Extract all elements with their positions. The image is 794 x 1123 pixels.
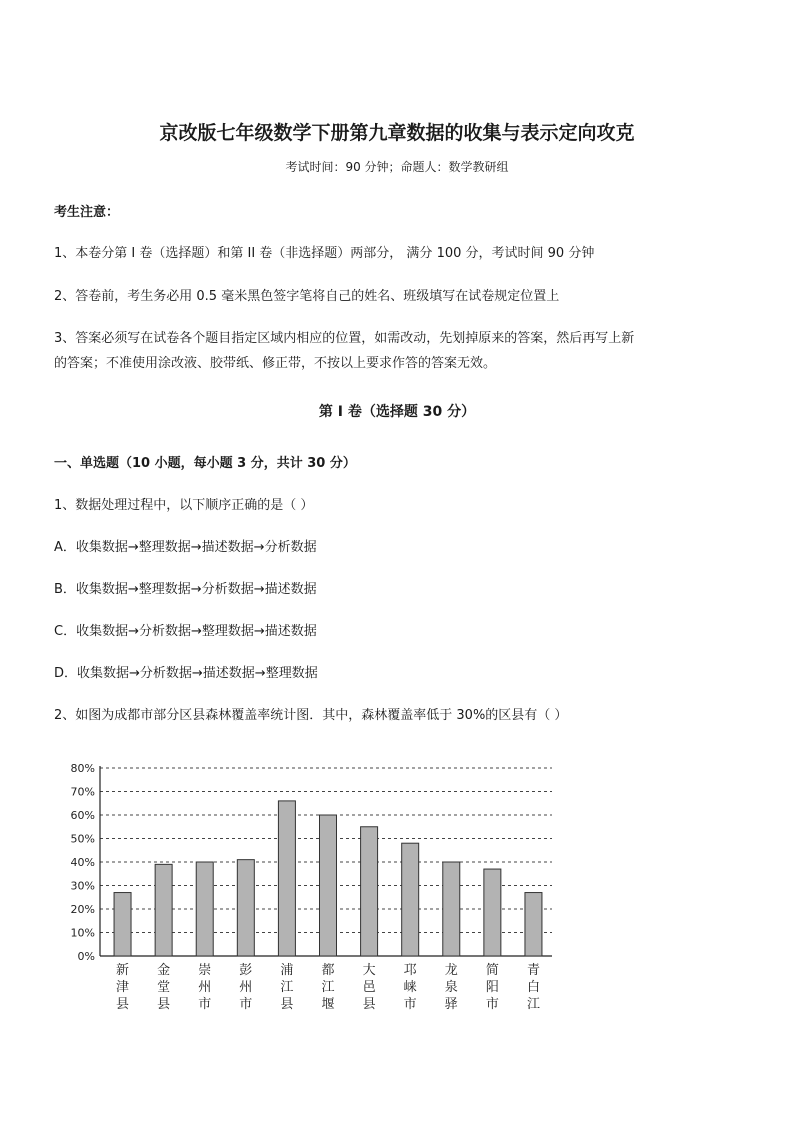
- x-tick-label: 邛: [403, 963, 417, 978]
- x-tick-label: 阳: [485, 980, 499, 995]
- notice-item-1: 1、本卷分第 I 卷（选择题）和第 II 卷（非选择题）两部分， 满分 100 分，考试时间 90 分钟: [54, 246, 595, 261]
- x-tick-label: 驿: [444, 997, 458, 1012]
- bar: [484, 869, 501, 956]
- x-tick-label: 县: [280, 997, 294, 1012]
- bar: [361, 827, 378, 956]
- section-title: 第 I 卷（选择题 30 分）: [318, 404, 476, 420]
- y-tick-label: 80%: [70, 762, 95, 775]
- x-tick-label: 州: [198, 980, 212, 995]
- x-tick-label: 泉: [444, 980, 458, 995]
- bar: [237, 860, 254, 956]
- x-tick-label: 州: [239, 980, 253, 995]
- question-1-stem: 1、数据处理过程中，以下顺序正确的是（ ）: [54, 498, 314, 513]
- x-tick-label: 县: [362, 997, 376, 1012]
- bar: [196, 862, 213, 956]
- x-tick-label: 市: [198, 997, 212, 1012]
- x-tick-label: 崃: [403, 980, 417, 995]
- bar: [320, 815, 337, 956]
- x-tick-label: 市: [239, 997, 253, 1012]
- x-tick-label: 县: [116, 997, 130, 1012]
- question-1-option-b: B．收集数据→整理数据→分析数据→描述数据: [54, 582, 317, 597]
- bar: [114, 893, 131, 956]
- y-tick-label: 40%: [70, 856, 95, 869]
- question-2-stem: 2、如图为成都市部分区县森林覆盖率统计图．其中，森林覆盖率低于 30%的区县有（ ）: [54, 708, 568, 723]
- x-tick-label: 邑: [362, 980, 376, 995]
- notice-item-2: 2、答卷前，考生务必用 0.5 毫米黑色签字笔将自己的姓名、班级填写在试卷规定位置上: [54, 289, 560, 304]
- bar: [278, 801, 295, 956]
- x-tick-label: 县: [157, 997, 171, 1012]
- x-tick-label: 都: [321, 963, 335, 978]
- notice-item-3-line-1: 3、答案必须写在试卷各个题目指定区域内相应的位置，如需改动，先划掉原来的答案，然后再写上新: [54, 331, 635, 346]
- part-heading: 一、单选题（10 小题，每小题 3 分，共计 30 分）: [54, 456, 356, 471]
- x-tick-label: 堰: [321, 997, 335, 1012]
- bar: [443, 862, 460, 956]
- x-tick-label: 新: [116, 963, 130, 978]
- x-tick-label: 市: [485, 997, 499, 1012]
- page-title: 京改版七年级数学下册第九章数据的收集与表示定向攻克: [159, 122, 635, 144]
- question-1-option-a: A．收集数据→整理数据→描述数据→分析数据: [54, 540, 317, 555]
- exam-info: 考试时间：90 分钟；命题人：数学教研组: [285, 160, 509, 174]
- notice-heading: 考生注意：: [54, 205, 120, 220]
- x-tick-label: 江: [280, 980, 294, 995]
- x-tick-label: 津: [116, 980, 130, 995]
- x-tick-label: 金: [157, 963, 171, 978]
- bar: [525, 893, 542, 956]
- x-tick-label: 青: [526, 963, 540, 978]
- x-tick-label: 江: [321, 980, 335, 995]
- x-tick-label: 大: [362, 963, 376, 978]
- question-1-option-c: C．收集数据→分析数据→整理数据→描述数据: [54, 624, 317, 639]
- y-tick-label: 50%: [70, 832, 95, 846]
- x-tick-label: 市: [403, 997, 417, 1012]
- y-tick-label: 20%: [70, 903, 95, 916]
- x-tick-label: 龙: [444, 963, 458, 978]
- y-tick-label: 60%: [70, 809, 95, 822]
- x-tick-label: 白: [526, 980, 540, 995]
- x-tick-label: 堂: [157, 980, 171, 995]
- forest-coverage-bar-chart: [60, 755, 560, 1025]
- y-tick-label: 30%: [70, 879, 95, 893]
- x-tick-label: 简: [485, 963, 499, 978]
- bar: [402, 843, 419, 956]
- y-tick-label: 0%: [77, 950, 95, 963]
- y-tick-label: 10%: [70, 926, 95, 940]
- x-tick-label: 浦: [280, 963, 294, 978]
- x-tick-label: 彭: [239, 963, 253, 978]
- y-tick-label: 70%: [70, 785, 95, 799]
- question-1-option-d: D．收集数据→分析数据→描述数据→整理数据: [54, 666, 318, 681]
- x-tick-label: 崇: [198, 963, 212, 978]
- x-tick-label: 江: [526, 997, 540, 1012]
- notice-item-3-line-2: 的答案；不准使用涂改液、胶带纸、修正带，不按以上要求作答的答案无效。: [54, 356, 497, 371]
- bar: [155, 864, 172, 956]
